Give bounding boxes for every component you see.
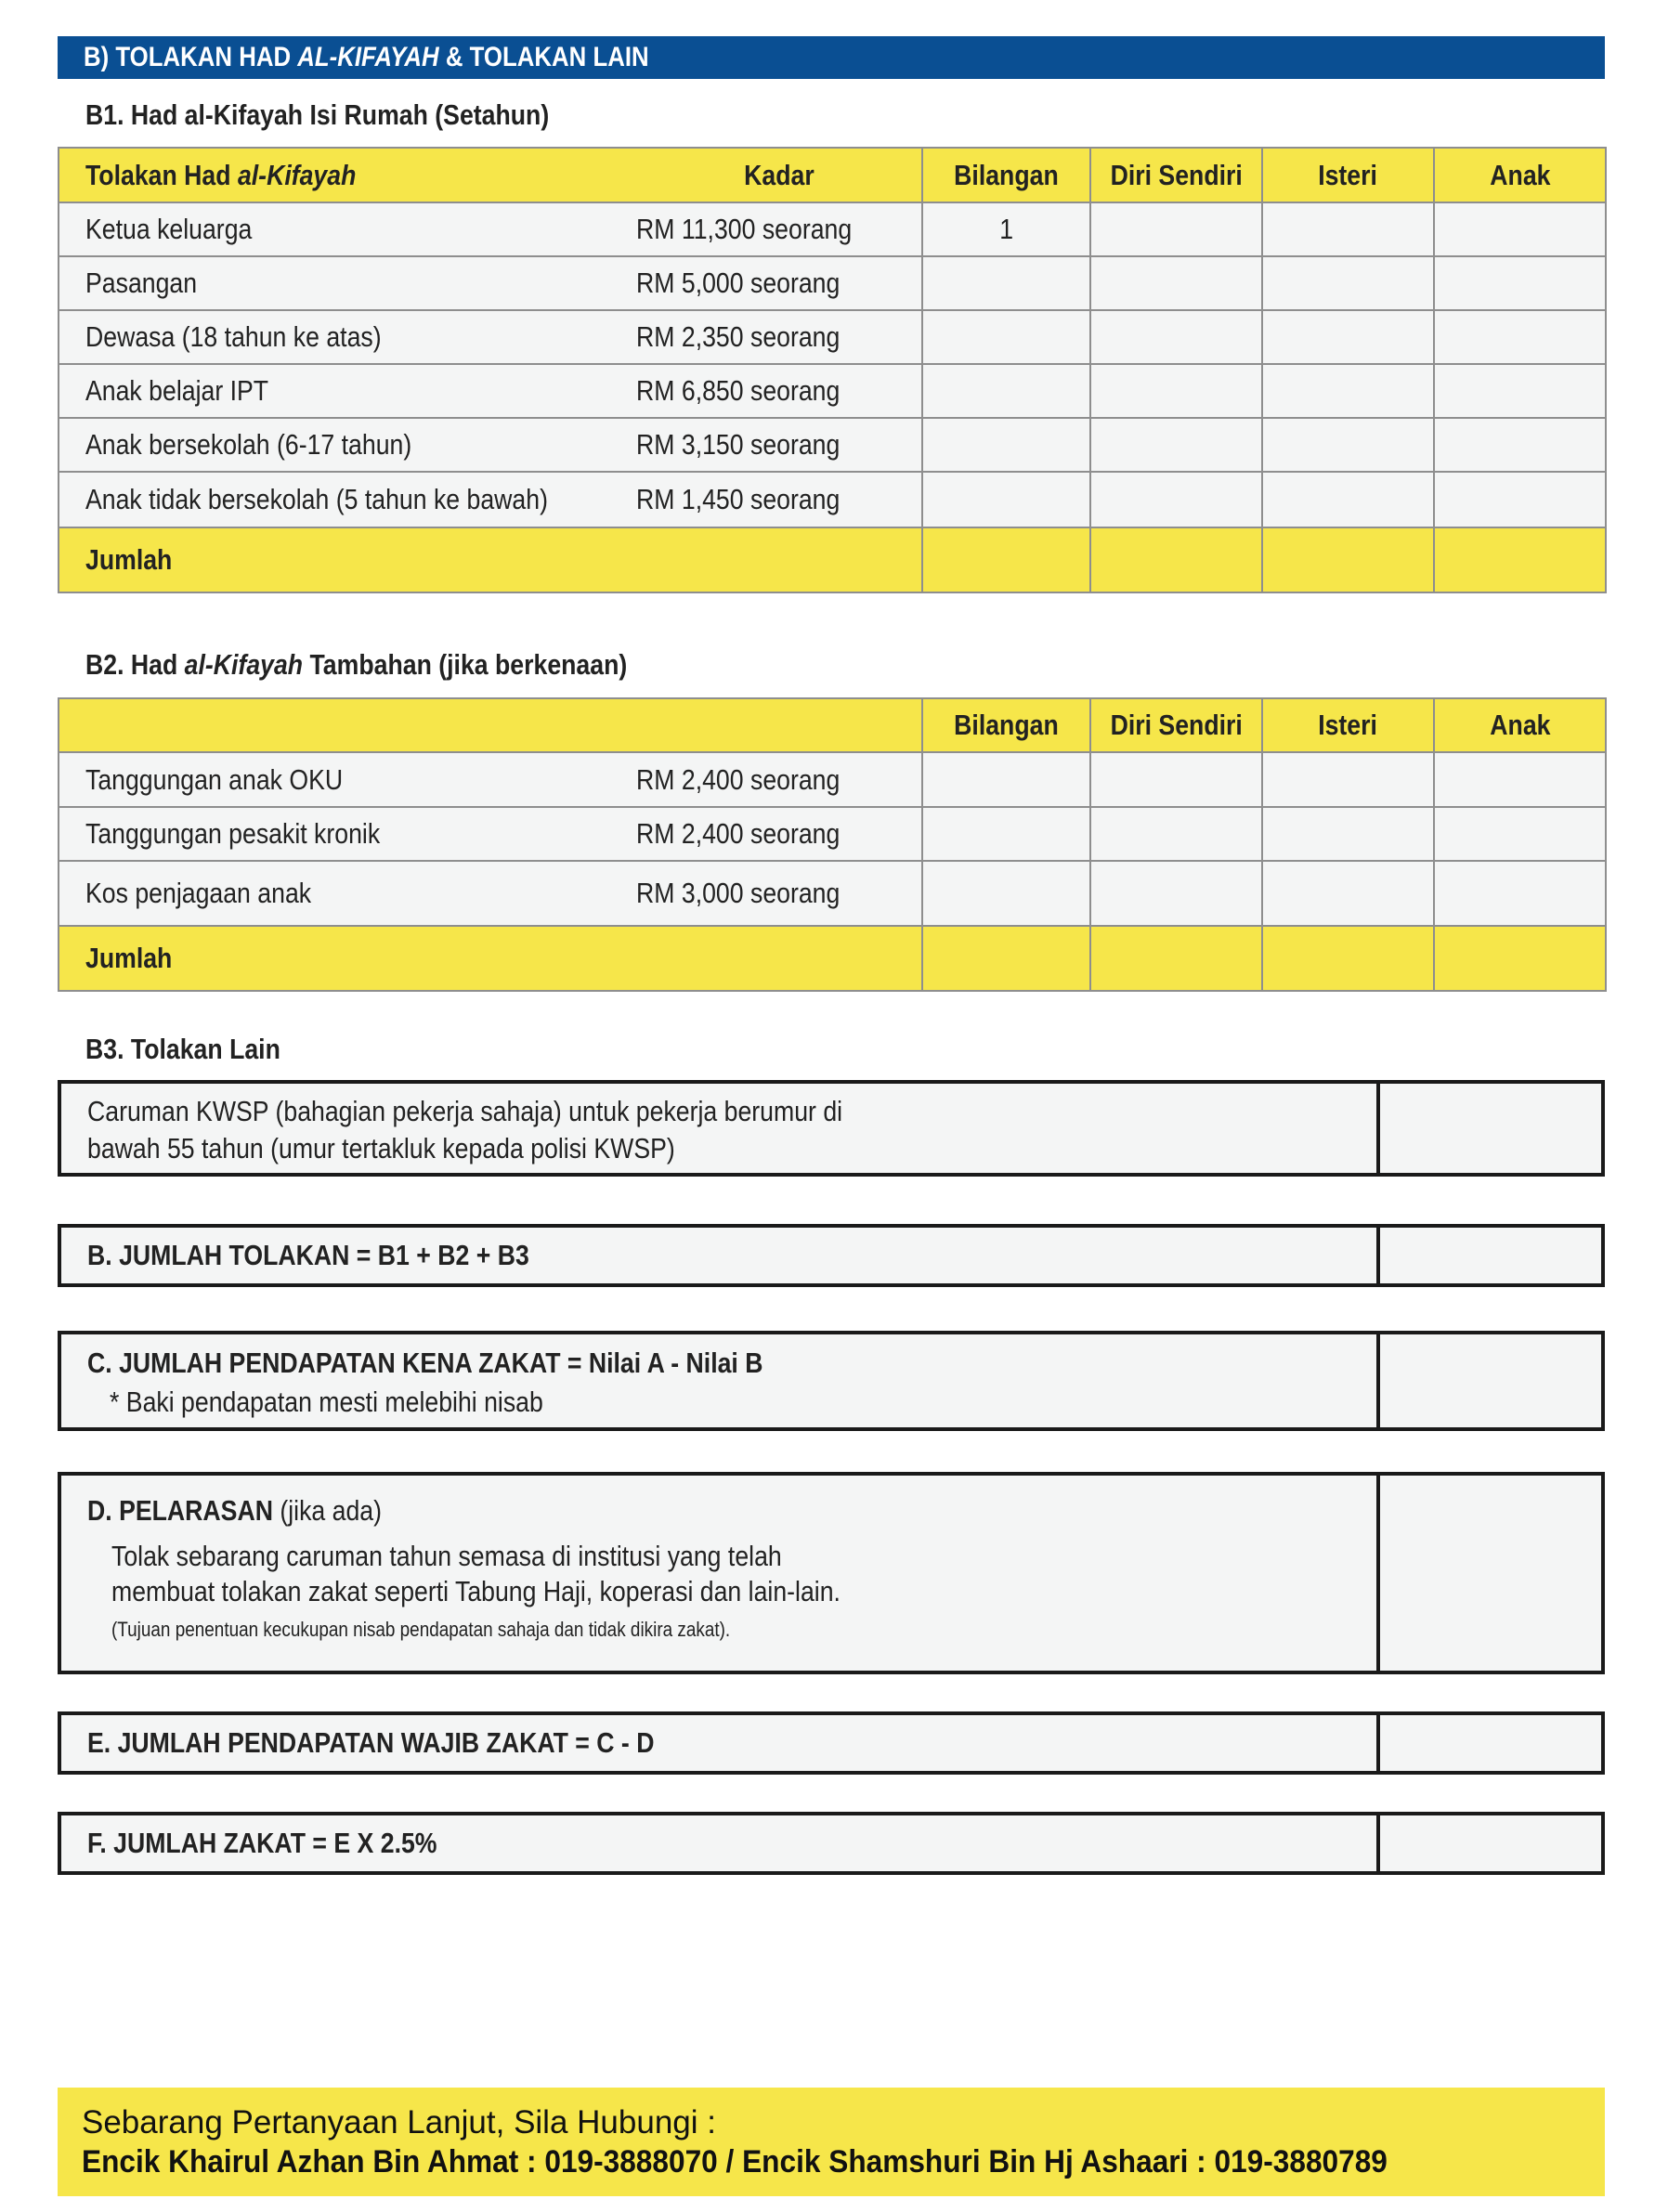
row-kadar: RM 3,000 seorang: [636, 877, 841, 909]
bilangan-field[interactable]: [922, 472, 1090, 527]
anak-field[interactable]: [1434, 861, 1606, 926]
b1-header-isteri: Isteri: [1262, 148, 1434, 202]
b2-table: [58, 697, 1607, 992]
anak-field[interactable]: [1434, 256, 1606, 310]
total-bilangan-field[interactable]: [922, 527, 1090, 592]
row-label: Anak tidak bersekolah (5 tahun ke bawah): [85, 483, 548, 515]
b1-header-anak: Anak: [1434, 148, 1606, 202]
total-isteri-field[interactable]: [1262, 527, 1434, 592]
d-title-note: (jika ada): [272, 1494, 383, 1527]
f-value-field[interactable]: [1380, 1815, 1601, 1871]
d-line-2: membuat tolakan zakat seperti Tabung Haji, koperasi dan lain-lain.: [111, 1575, 841, 1607]
b1-row-pasangan: [59, 256, 1606, 310]
bilangan-field[interactable]: [922, 256, 1090, 310]
isteri-field[interactable]: [1262, 202, 1434, 256]
row-kadar: RM 6,850 seorang: [636, 374, 841, 407]
footer-contacts: Encik Khairul Azhan Bin Ahmat : 019-3888070 / Encik Shamshuri Bin Hj Ashaari : 019-3880789: [82, 2144, 1388, 2179]
b2-row-anak-oku: [59, 752, 1606, 807]
b3-line-2: bawah 55 tahun (umur tertakluk kepada polisi KWSP): [87, 1132, 675, 1165]
diri-sendiri-field[interactable]: [1090, 472, 1262, 527]
row-kadar: RM 2,400 seorang: [636, 762, 841, 796]
total-anak-field[interactable]: [1434, 527, 1606, 592]
section-title-italic: AL-KIFAYAH: [297, 42, 439, 72]
anak-field[interactable]: [1434, 752, 1606, 807]
diri-sendiri-field[interactable]: [1090, 364, 1262, 418]
b2-header-diri-sendiri: Diri Sendiri: [1090, 698, 1262, 752]
b2-total-row: [59, 926, 1606, 991]
f-box: [58, 1812, 1605, 1875]
b3-heading: B3. Tolakan Lain: [85, 1033, 280, 1065]
c-value-field[interactable]: [1380, 1334, 1601, 1427]
isteri-field[interactable]: [1262, 256, 1434, 310]
b1-header-bilangan: Bilangan: [922, 148, 1090, 202]
b2-header-row: [59, 698, 1606, 752]
b3-line-1: Caruman KWSP (bahagian pekerja sahaja) untuk pekerja berumur di: [87, 1095, 843, 1127]
isteri-field[interactable]: [1262, 807, 1434, 861]
contact-footer: [58, 2088, 1605, 2196]
bilangan-field[interactable]: [922, 807, 1090, 861]
diri-sendiri-field[interactable]: [1090, 202, 1262, 256]
d-line-1: Tolak sebarang caruman tahun semasa di institusi yang telah: [111, 1540, 782, 1572]
bilangan-field[interactable]: [922, 861, 1090, 926]
bilangan-field[interactable]: [922, 364, 1090, 418]
b2-total-label: Jumlah: [59, 926, 922, 991]
c-note: * Baki pendapatan mesti melebihi nisab: [110, 1386, 543, 1418]
section-banner: [58, 36, 1605, 79]
total-diri-sendiri-field[interactable]: [1090, 527, 1262, 592]
diri-sendiri-field[interactable]: [1090, 256, 1262, 310]
b1-header-row: [59, 148, 1606, 202]
d-box: [58, 1472, 1605, 1674]
row-label: Anak bersekolah (6-17 tahun): [85, 428, 412, 461]
section-title-suffix: & TOLAKAN LAIN: [438, 42, 649, 72]
isteri-field[interactable]: [1262, 752, 1434, 807]
row-label: Dewasa (18 tahun ke atas): [85, 320, 382, 353]
row-label: Kos penjagaan anak: [85, 877, 312, 909]
row-label: Tanggungan anak OKU: [85, 762, 344, 796]
b1-heading: B1. Had al-Kifayah Isi Rumah (Setahun): [85, 98, 550, 131]
b1-header-diri-sendiri: Diri Sendiri: [1090, 148, 1262, 202]
diri-sendiri-field[interactable]: [1090, 310, 1262, 364]
b1-table: [58, 147, 1607, 593]
anak-field[interactable]: [1434, 418, 1606, 472]
b1-total-label: Jumlah: [59, 527, 922, 592]
isteri-field[interactable]: [1262, 861, 1434, 926]
anak-field[interactable]: [1434, 202, 1606, 256]
anak-field[interactable]: [1434, 807, 1606, 861]
bilangan-field[interactable]: [922, 418, 1090, 472]
c-label: C. JUMLAH PENDAPATAN KENA ZAKAT = Nilai A - Nilai B: [87, 1347, 763, 1379]
f-label: F. JUMLAH ZAKAT = E X 2.5%: [87, 1827, 437, 1859]
anak-field[interactable]: [1434, 310, 1606, 364]
b2-header-isteri: Isteri: [1262, 698, 1434, 752]
b1-header-label: Tolakan Had al-Kifayah: [59, 148, 636, 202]
diri-sendiri-field[interactable]: [1090, 752, 1262, 807]
e-label: E. JUMLAH PENDAPATAN WAJIB ZAKAT = C - D: [87, 1726, 655, 1759]
total-anak-field[interactable]: [1434, 926, 1606, 991]
isteri-field[interactable]: [1262, 418, 1434, 472]
b1-row-anak-ipt: [59, 364, 1606, 418]
diri-sendiri-field[interactable]: [1090, 861, 1262, 926]
total-diri-sendiri-field[interactable]: [1090, 926, 1262, 991]
section-title-prefix: B) TOLAKAN HAD: [84, 42, 298, 72]
row-kadar: RM 11,300 seorang: [636, 213, 853, 245]
b3-value-field[interactable]: [1380, 1084, 1601, 1173]
anak-field[interactable]: [1434, 364, 1606, 418]
anak-field[interactable]: [1434, 472, 1606, 527]
e-box: [58, 1711, 1605, 1775]
b2-header-anak: Anak: [1434, 698, 1606, 752]
total-isteri-field[interactable]: [1262, 926, 1434, 991]
d-title: D. PELARASAN: [87, 1494, 273, 1527]
row-label: Anak belajar IPT: [85, 374, 269, 407]
footer-line-1: Sebarang Pertanyaan Lanjut, Sila Hubungi :: [82, 2104, 716, 2140]
b-total-label: B. JUMLAH TOLAKAN = B1 + B2 + B3: [87, 1239, 529, 1271]
d-note: (Tujuan penentuan kecukupan nisab pendapatan sahaja dan tidak dikira zakat).: [111, 1618, 731, 1641]
total-bilangan-field[interactable]: [922, 926, 1090, 991]
diri-sendiri-field[interactable]: [1090, 807, 1262, 861]
isteri-field[interactable]: [1262, 472, 1434, 527]
d-value-field[interactable]: [1380, 1476, 1601, 1671]
row-kadar: RM 3,150 seorang: [636, 428, 841, 461]
bilangan-field[interactable]: [922, 310, 1090, 364]
row-label: Ketua keluarga: [85, 213, 253, 245]
bilangan-field[interactable]: [922, 752, 1090, 807]
b3-box: [58, 1080, 1605, 1177]
b2-row-kos-penjagaan: [59, 861, 1606, 926]
b1-row-ketua-keluarga: [59, 202, 1606, 256]
row-label: Tanggungan pesakit kronik: [85, 817, 381, 850]
b-total-value-field[interactable]: [1380, 1228, 1601, 1283]
diri-sendiri-field[interactable]: [1090, 418, 1262, 472]
bilangan-field[interactable]: 1: [922, 202, 1090, 256]
b2-header-bilangan: Bilangan: [922, 698, 1090, 752]
row-kadar: RM 5,000 seorang: [636, 267, 841, 299]
b2-heading: B2. Had al-Kifayah Tambahan (jika berkenaan): [85, 648, 628, 681]
row-kadar: RM 2,400 seorang: [636, 817, 841, 850]
b1-header-kadar: Kadar: [636, 148, 922, 202]
b1-row-dewasa: [59, 310, 1606, 364]
e-value-field[interactable]: [1380, 1715, 1601, 1771]
row-kadar: RM 1,450 seorang: [636, 483, 841, 515]
row-kadar: RM 2,350 seorang: [636, 320, 841, 353]
b2-row-pesakit-kronik: [59, 807, 1606, 861]
c-box: [58, 1331, 1605, 1431]
isteri-field[interactable]: [1262, 364, 1434, 418]
b-total-box: [58, 1224, 1605, 1287]
b1-total-row: [59, 527, 1606, 592]
row-label: Pasangan: [85, 267, 198, 299]
b1-row-anak-tidak-bersekolah: [59, 472, 1606, 527]
b1-row-anak-bersekolah: [59, 418, 1606, 472]
isteri-field[interactable]: [1262, 310, 1434, 364]
